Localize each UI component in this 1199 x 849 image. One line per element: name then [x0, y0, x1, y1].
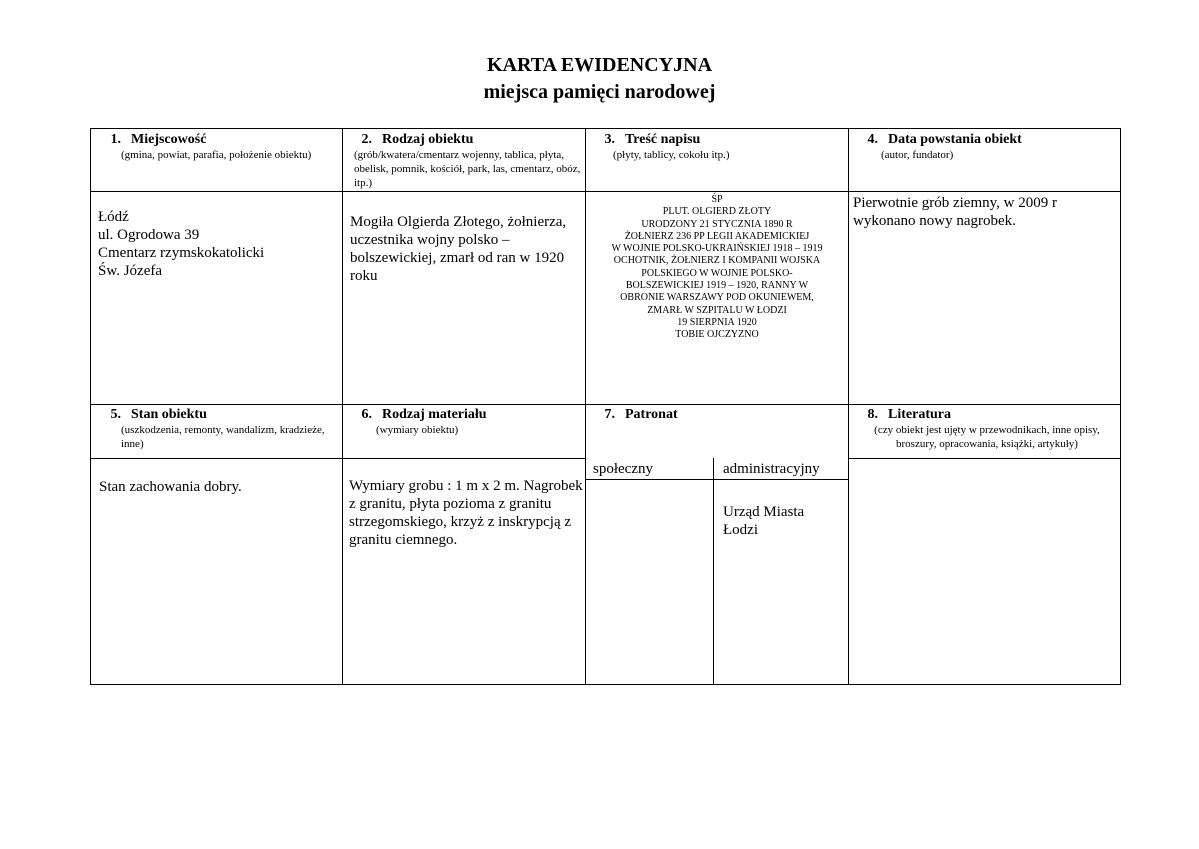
creation-date-value: Pierwotnie grób ziemny, w 2009 r wykonano nowy nagrobek. — [853, 195, 1057, 229]
condition-value: Stan zachowania dobry. — [99, 479, 242, 495]
document-subtitle: miejsca pamięci narodowej — [483, 81, 716, 103]
patronage-social-label: społeczny — [593, 461, 653, 477]
patronage-divider — [713, 458, 714, 685]
section-inscription-header: 3. Treść napisu (płyty, tablicy, cokołu itp.) — [604, 132, 730, 161]
document-title: KARTA EWIDENCYJNA — [486, 54, 713, 76]
column-divider — [342, 129, 343, 685]
inscription-value: ŚP PLUT. OLGIERD ZŁOTY URODZONY 21 STYCZNIA 1890 R ŻOŁNIERZ 236 PP LEGII AKADEMICKIEJ W WOJNIE POLSKO-UKRAIŃSKIEJ 1918 – 1919 OCHOTNIK, ŻOŁNIERZ I KOMPANII WOJSKA POLSKIEGO W WOJNIE POLSKO- BOLSZEWICKIEJ 1919 – 1920, RANNY W OBRONIE WARSZAWY POD OKUNIEWEM, ZMARŁ W SZPITALU W ŁODZI 19 SIERPNIA 1920 TOBIE OJCZYZNO — [611, 194, 823, 341]
row-divider — [91, 404, 1121, 405]
section-location-header: 1. Miejscowość (gmina, powiat, parafia, położenie obiektu) — [110, 132, 312, 161]
location-value: Łódź ul. Ogrodowa 39 Cmentarz rzymskokatolicki Św. Józefa — [98, 209, 265, 279]
row-divider — [848, 458, 1121, 459]
row-divider — [91, 191, 1121, 192]
patronage-admin-label: administracyjny — [723, 461, 820, 477]
section-condition-header: 5. Stan obiektu (uszkodzenia, remonty, wandalizm, kradzieże, inne) — [110, 407, 325, 450]
section-literature-header: 8. Literatura (czy obiekt jest ujęty w przewodnikach, inne opisy, broszury, opracowania, książki, artykuły) — [867, 407, 1100, 450]
patronage-admin-value: Urząd Miasta Łodzi — [723, 504, 805, 538]
column-divider — [585, 129, 586, 685]
row-divider — [91, 458, 585, 459]
material-value: Wymiary grobu : 1 m x 2 m. Nagrobek z granitu, płyta pozioma z granitu strzegomskiego, krzyż z inskrypcją z granitu ciemnego. — [349, 478, 583, 548]
section-creation-date-header: 4. Data powstania obiekt (autor, fundator) — [867, 132, 1022, 161]
record-card — [90, 128, 1121, 685]
column-divider — [848, 129, 849, 685]
section-object-type-header: 2. Rodzaj obiektu (grób/kwatera/cmentarz wojenny, tablica, płyta, obelisk, pomnik, kościół, park, las, cmentarz, obóz, itp.) — [354, 132, 581, 189]
object-type-value: Mogiła Olgierda Złotego, żołnierza, uczestnika wojny polsko – bolszewickiej, zmarł od ran w 1920 roku — [350, 214, 567, 284]
section-patronage-header: 7. Patronat — [604, 407, 678, 422]
section-material-header: 6. Rodzaj materiału (wymiary obiektu) — [361, 407, 487, 436]
patronage-divider — [585, 479, 848, 480]
